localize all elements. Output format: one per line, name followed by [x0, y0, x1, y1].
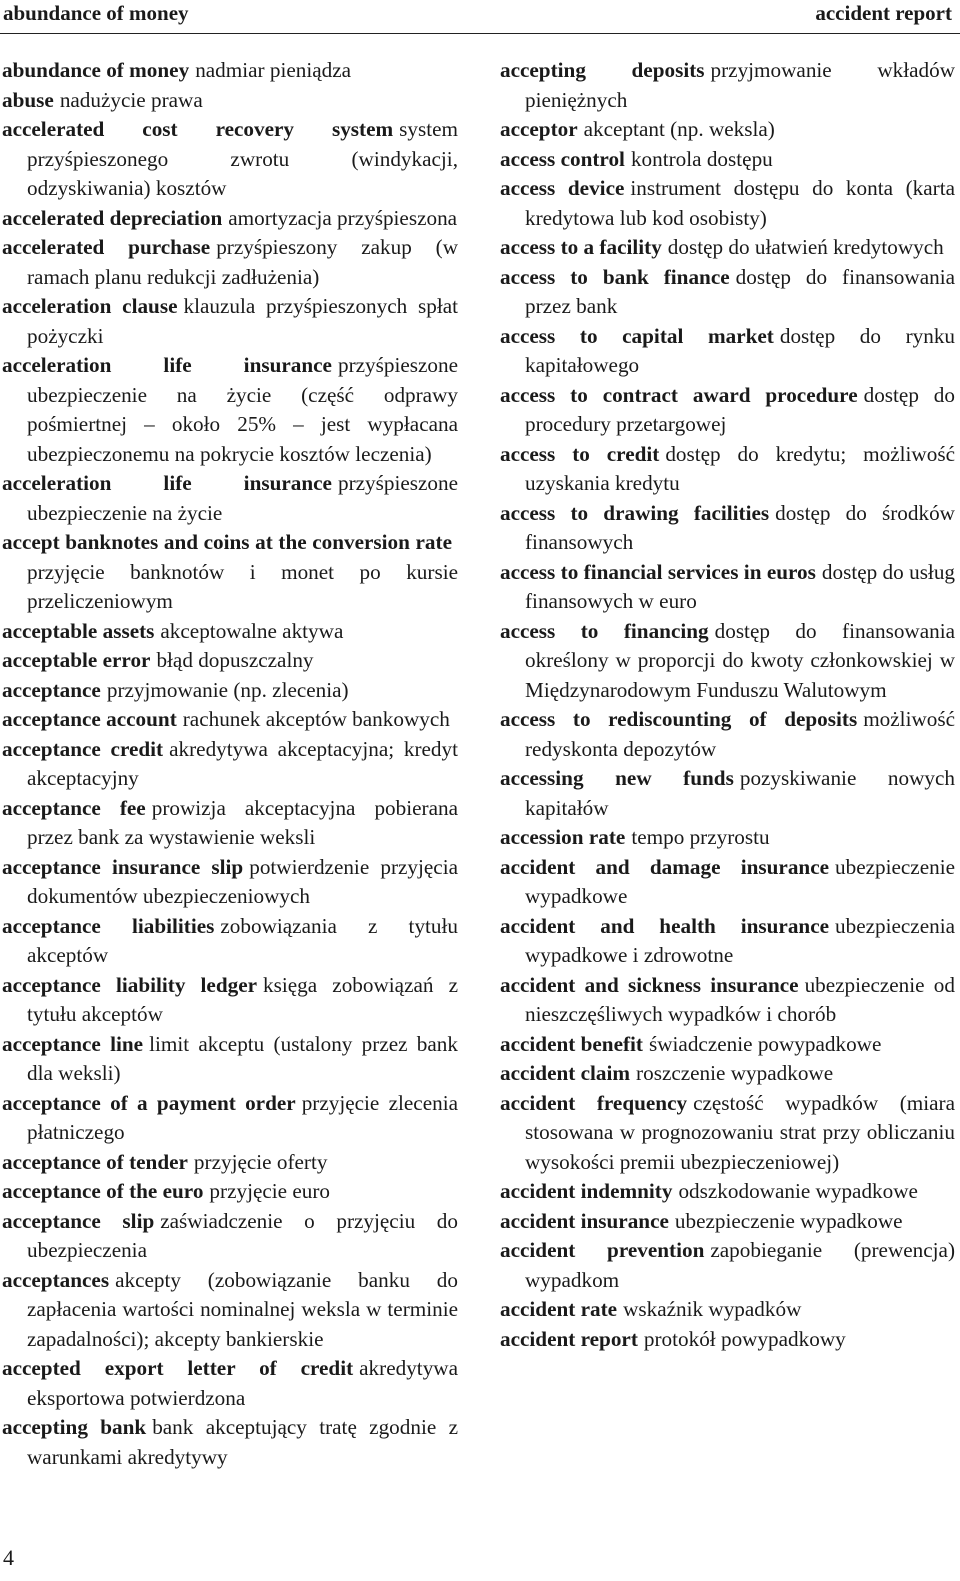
entry-term: accepting bank: [2, 1415, 147, 1439]
running-header: [0, 0, 960, 32]
dictionary-entry: [500, 912, 955, 971]
dictionary-entry: [2, 115, 458, 204]
dictionary-entry: [500, 558, 955, 617]
entry-definition: dostęp do procedury przetargowej: [525, 382, 955, 436]
dictionary-entry: [2, 912, 458, 971]
entry-term: acceptable error: [2, 648, 151, 672]
entry-term: abuse: [2, 87, 54, 112]
entry-definition: potwierdzenie przyjęcia dokumentów ubezpieczeniowych: [27, 854, 459, 908]
dictionary-entry: [2, 1354, 458, 1413]
dictionary-entry: [500, 1236, 955, 1295]
entry-term: accident claim: [500, 1061, 631, 1085]
entry-term: accident report: [500, 1326, 638, 1351]
entry-definition: prowizja akceptacyjna pobierana przez bank za wystawienie weksli: [27, 795, 458, 849]
entry-definition: dostęp do kredytu; możliwość uzyskania kredytu: [525, 441, 955, 495]
dictionary-entry: [500, 440, 955, 499]
entry-term: acceptance fee: [2, 795, 146, 820]
entry-term: access to financing: [500, 618, 709, 643]
dictionary-entry: [2, 292, 458, 351]
entry-term: accelerated cost recovery system: [2, 117, 394, 141]
entry-definition: zaświadczenie o przyjęciu do ubezpieczenia: [27, 1208, 458, 1262]
dictionary-entry: [2, 56, 458, 86]
entry-term: access to contract award procedure: [500, 382, 858, 407]
dictionary-entry: [500, 617, 955, 706]
entry-definition: możliwość redyskonta depozytów: [525, 707, 955, 761]
entry-definition: nadużycie prawa: [59, 87, 203, 112]
entry-term: accepted export letter of credit: [2, 1356, 354, 1380]
entry-definition: klauzula przyśpieszonych spłat pożyczki: [27, 294, 458, 348]
dictionary-entry: [500, 263, 955, 322]
entry-definition: akredytywa akceptacyjna; kredyt akceptacyjny: [27, 736, 458, 790]
entry-term: access to bank finance: [500, 264, 730, 289]
entry-definition: przyjęcie banknotów i monet po kursie przeliczeniowym: [27, 559, 458, 613]
entry-term: acceptance of a payment order: [2, 1090, 296, 1115]
dictionary-entry: [500, 1325, 955, 1355]
entry-term: acceptance of tender: [2, 1149, 188, 1174]
entry-definition: przyjmowanie wkładów pieniężnych: [525, 58, 955, 112]
entry-definition: świadczenie powypadkowe: [649, 1031, 882, 1056]
dictionary-entry: [500, 115, 955, 145]
dictionary-entry: [2, 705, 458, 735]
entry-definition: przyjmowanie (np. zlecenia): [106, 677, 349, 702]
entry-term: acceleration life insurance: [2, 471, 332, 495]
entry-term: accident and sickness insurance: [500, 972, 799, 997]
dictionary-entry: [2, 233, 458, 292]
entry-term: accident prevention: [500, 1238, 705, 1262]
entry-term: acceptance credit: [2, 736, 164, 761]
dictionary-entry: [500, 1089, 955, 1178]
entry-definition: zapobieganie (prewencja) wypadkom: [525, 1238, 956, 1292]
entry-term: acceptances: [2, 1267, 110, 1292]
entry-definition: system przyśpieszonego zwrotu (windykacji, odzyskiwania) kosztów: [27, 117, 458, 200]
dictionary-entry: [500, 1207, 955, 1237]
dictionary-entry: [2, 1413, 458, 1472]
entry-term: acceptance line: [2, 1031, 144, 1056]
dictionary-entry: [500, 705, 955, 764]
entry-definition: przyjęcie zlecenia płatniczego: [27, 1090, 458, 1144]
entry-term: acceptance liabilities: [2, 913, 215, 938]
entry-definition: błąd dopuszczalny: [156, 648, 314, 672]
entry-term: acceptor: [500, 117, 578, 141]
entry-definition: ubezpieczenie wypadkowe: [674, 1208, 903, 1233]
entry-term: acceleration clause: [2, 294, 178, 318]
entry-definition: ubezpieczenia wypadkowe i zdrowotne: [525, 913, 955, 967]
entry-term: access to capital market: [500, 323, 774, 348]
entry-definition: księga zobowiązań z tytułu akceptów: [27, 972, 458, 1026]
entry-definition: dostęp do finansowania określony w proporcji do kwoty członkowskiej w Międzynarodowym Funduszu Walutowym: [525, 618, 955, 702]
dictionary-entry: [2, 971, 458, 1030]
dictionary-entry: [2, 469, 458, 528]
dictionary-entry: [500, 1177, 955, 1207]
entry-definition: akceptowalne aktywa: [160, 618, 344, 643]
entry-definition: przyśpieszony zakup (w ramach planu redukcji zadłużenia): [27, 235, 458, 289]
entry-definition: dostęp do ułatwień kredytowych: [667, 235, 944, 259]
dictionary-entry: [500, 1059, 955, 1089]
entry-term: accident and damage insurance: [500, 854, 830, 879]
entry-definition: przyjęcie euro: [209, 1179, 330, 1203]
entry-term: accelerated purchase: [2, 235, 211, 259]
entry-term: accident frequency: [500, 1090, 688, 1115]
entry-definition: roszczenie wypadkowe: [636, 1061, 834, 1085]
dictionary-entry: [500, 233, 955, 263]
entry-term: accident benefit: [500, 1031, 643, 1056]
dictionary-entry: [2, 204, 458, 234]
dictionary-entry: [500, 174, 955, 233]
entry-term: accident rate: [500, 1297, 618, 1321]
dictionary-entry: [2, 676, 458, 706]
dictionary-entry: [500, 145, 955, 175]
entry-term: access to a facility: [500, 235, 662, 259]
entry-definition: przyśpieszone ubezpieczenie na życie (część odprawy pośmiertnej – około 25% – jest wypłacana ubezpieczonemu na pokrycie kosztów leczenia): [27, 353, 458, 466]
entry-definition: akcepty (zobowiązanie banku do zapłacenia wartości nominalnej weksla w terminie zapadalności); akcepty bankierskie: [27, 1267, 458, 1351]
dictionary-entry: [2, 1177, 458, 1207]
right-column: [500, 56, 955, 1354]
entry-definition: akredytywa eksportowa potwierdzona: [27, 1356, 458, 1410]
entry-term: acceptance account: [2, 707, 177, 731]
dictionary-entry: [500, 823, 955, 853]
entry-term: accelerated depreciation: [2, 205, 223, 230]
entry-definition: amortyzacja przyśpieszona: [228, 205, 458, 230]
entry-term: access to financial services in euros: [500, 559, 816, 584]
entry-definition: ubezpieczenie od nieszczęśliwych wypadków i chorób: [525, 972, 955, 1026]
entry-definition: dostęp do finansowania przez bank: [525, 264, 955, 318]
dictionary-entry: [2, 794, 458, 853]
entry-term: access to drawing facilities: [500, 500, 770, 525]
entry-definition: przyjęcie oferty: [193, 1149, 328, 1174]
entry-definition: dostęp do środków finansowych: [525, 500, 955, 554]
entry-term: acceptance of the euro: [2, 1179, 204, 1203]
entry-definition: tempo przyrostu: [631, 825, 770, 849]
right-guide-word: accident report: [815, 1, 952, 25]
dictionary-entry: [2, 853, 458, 912]
entry-definition: wskaźnik wypadków: [623, 1297, 802, 1321]
dictionary-entry: [500, 853, 955, 912]
dictionary-entry: [2, 86, 458, 116]
entry-term: accident indemnity: [500, 1179, 673, 1203]
dictionary-entry: [2, 617, 458, 647]
dictionary-entry: [500, 322, 955, 381]
dictionary-entry: [500, 1295, 955, 1325]
entry-definition: kontrola dostępu: [630, 146, 773, 171]
entry-definition: ubezpieczenie wypadkowe: [525, 854, 955, 908]
header-rule: [0, 33, 960, 34]
dictionary-entry: [2, 1207, 458, 1266]
entry-definition: dostęp do usług finansowych w euro: [525, 559, 956, 613]
dictionary-entry: [2, 1148, 458, 1178]
dictionary-entry: [2, 735, 458, 794]
dictionary-entry: [500, 381, 955, 440]
dictionary-entry: [2, 528, 458, 617]
dictionary-entry: [500, 971, 955, 1030]
dictionary-entry: [500, 499, 955, 558]
dictionary-entry: [500, 1030, 955, 1060]
dictionary-entry: [2, 1266, 458, 1355]
dictionary-entry: [2, 646, 458, 676]
page-number: 4: [3, 1545, 14, 1570]
entry-term: accident and health insurance: [500, 913, 830, 938]
entry-term: access control: [500, 146, 625, 171]
entry-definition: zobowiązania z tytułu akceptów: [27, 913, 458, 967]
dictionary-entry: [2, 351, 458, 469]
entry-term: access device: [500, 176, 625, 200]
entry-definition: bank akceptujący tratę zgodnie z warunkami akredytywy: [27, 1415, 458, 1469]
entry-term: access to rediscounting of deposits: [500, 707, 858, 731]
entry-definition: instrument dostępu do konta (karta kredytowa lub kod osobisty): [525, 176, 955, 230]
entry-definition: dostęp do rynku kapitałowego: [525, 323, 956, 377]
entry-definition: przyśpieszone ubezpieczenie na życie: [27, 471, 458, 525]
entry-term: accession rate: [500, 825, 626, 849]
entry-term: abundance of money: [2, 58, 190, 82]
entry-definition: częstość wypadków (miara stosowana w prognozowaniu strat przy obliczaniu wysokości premii ubezpieczeniowej): [525, 1090, 955, 1174]
entry-definition: pozyskiwanie nowych kapitałów: [525, 766, 955, 820]
entry-definition: limit akceptu (ustalony przez bank dla weksli): [27, 1031, 458, 1085]
left-guide-word: abundance of money: [3, 1, 189, 25]
entry-term: acceptance: [2, 677, 101, 702]
entry-term: acceptance insurance slip: [2, 854, 244, 879]
entry-term: accessing new funds: [500, 766, 734, 790]
left-column: [2, 56, 458, 1472]
dictionary-entry: [500, 56, 955, 115]
entry-term: acceleration life insurance: [2, 353, 332, 377]
entry-term: acceptable assets: [2, 618, 155, 643]
entry-term: access to credit: [500, 441, 660, 466]
entry-term: accident insurance: [500, 1208, 669, 1233]
dictionary-entry: [2, 1089, 458, 1148]
entry-term: accept banknotes and coins at the conversion rate: [2, 530, 452, 554]
entry-term: acceptance slip: [2, 1208, 155, 1233]
entry-definition: odszkodowanie wypadkowe: [678, 1179, 918, 1203]
dictionary-entry: [500, 764, 955, 823]
entry-term: acceptance liability ledger: [2, 972, 258, 997]
entry-definition: nadmiar pieniądza: [195, 58, 352, 82]
entry-definition: rachunek akceptów bankowych: [182, 707, 450, 731]
entry-definition: protokół powypadkowy: [643, 1326, 846, 1351]
entry-definition: akceptant (np. weksla): [583, 117, 775, 141]
dictionary-entry: [2, 1030, 458, 1089]
entry-term: accepting deposits: [500, 58, 705, 82]
